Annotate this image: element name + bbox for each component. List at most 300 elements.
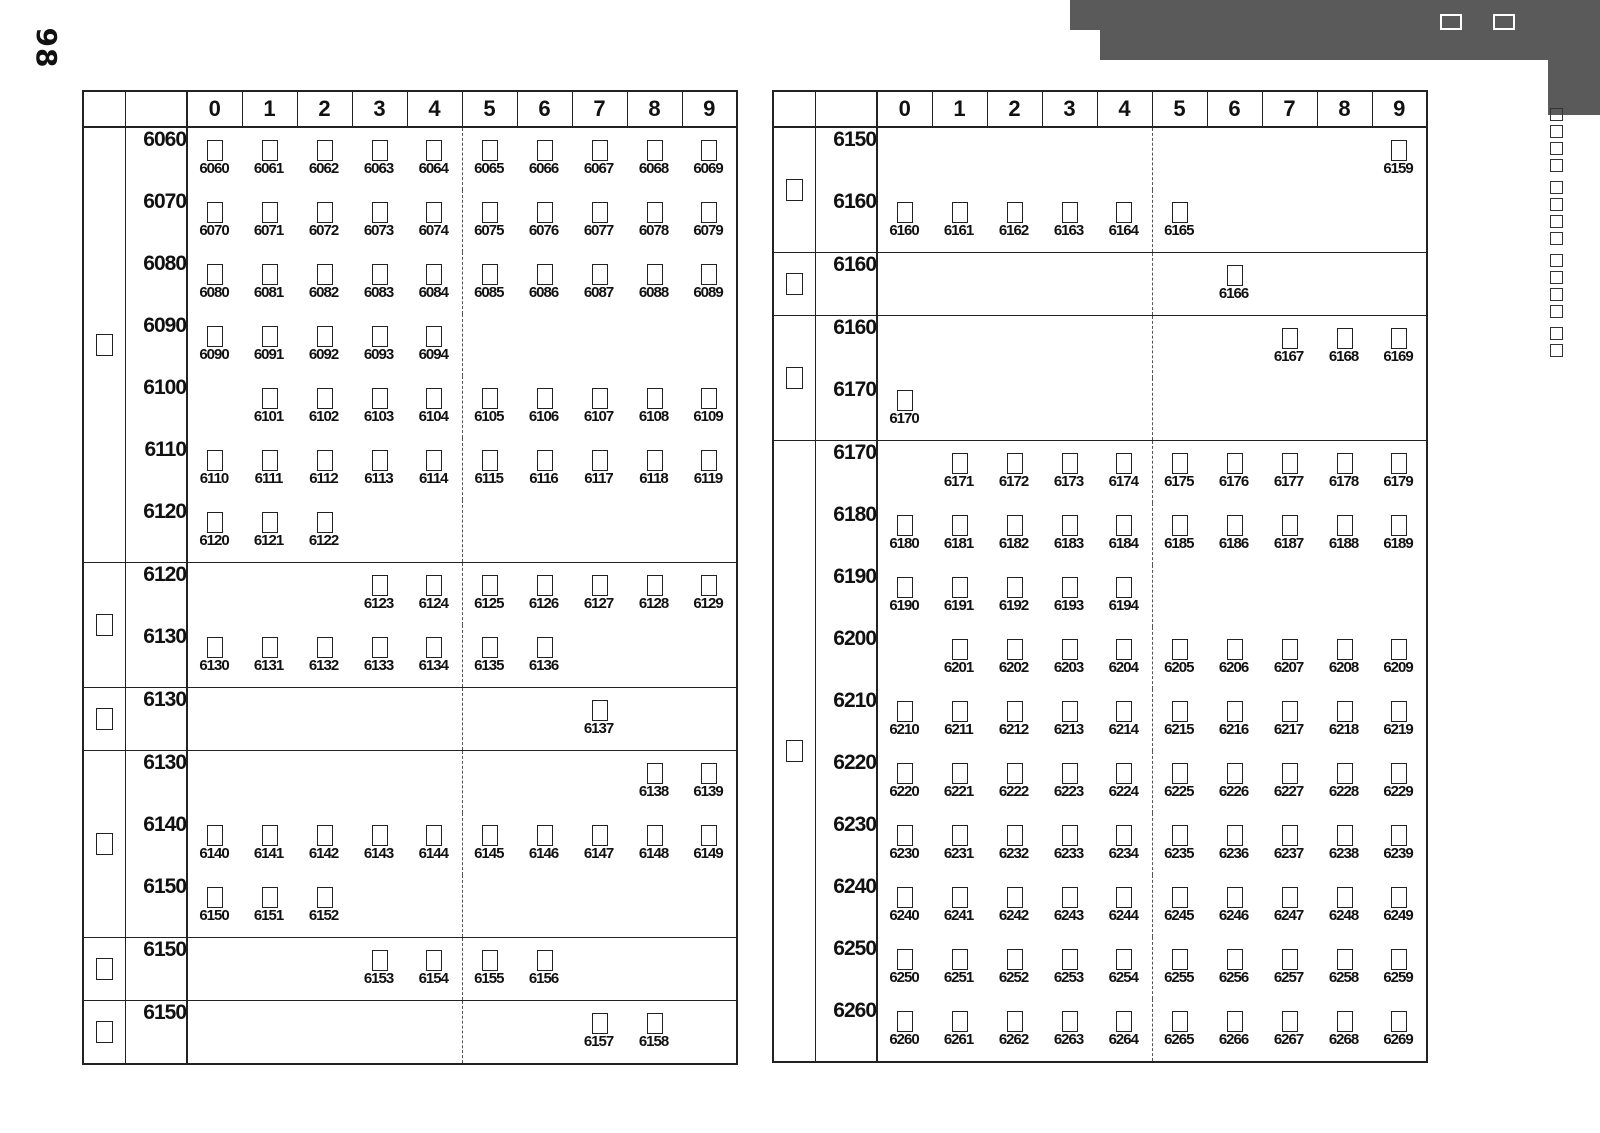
char-code: 6118 [639, 470, 668, 487]
char-code: 6062 [308, 160, 339, 177]
char-cell [682, 127, 737, 190]
char-cell [462, 751, 517, 814]
table-row [83, 376, 737, 438]
char-cell [352, 875, 407, 938]
radical-glyph-icon [96, 1021, 113, 1043]
char-cell [572, 1001, 627, 1065]
char-code: 6170 [889, 410, 919, 427]
kanji-glyph-icon [426, 450, 442, 471]
char-cell [877, 127, 932, 190]
char-code: 6210 [889, 721, 919, 738]
char-code: 6264 [1108, 1031, 1138, 1048]
char-cell [1207, 751, 1262, 813]
char-cell [462, 563, 517, 626]
char-cell [1207, 999, 1262, 1062]
kanji-glyph-icon [952, 453, 968, 474]
kanji-glyph-icon [1172, 202, 1188, 223]
kanji-glyph-icon [482, 450, 498, 471]
char-cell [297, 438, 352, 500]
kanji-glyph-icon [1007, 453, 1023, 474]
row-code: 6220 [815, 751, 877, 813]
char-cell [352, 190, 407, 252]
kanji-glyph-icon [1282, 515, 1298, 536]
char-cell [407, 1001, 462, 1065]
kanji-glyph-icon [1062, 887, 1078, 908]
char-cell [682, 751, 737, 814]
char-cell [987, 813, 1042, 875]
char-code: 6081 [253, 284, 284, 301]
kanji-glyph-icon [482, 140, 498, 161]
kanji-glyph-icon [647, 202, 663, 223]
kanji-glyph-icon [372, 326, 388, 347]
char-cell [987, 253, 1042, 316]
char-cell [352, 376, 407, 438]
kanji-glyph-icon [1172, 887, 1188, 908]
table-row [83, 190, 737, 252]
char-cell [187, 500, 242, 563]
char-cell [1262, 316, 1317, 379]
column-header: 0 [187, 91, 242, 127]
char-cell [1152, 751, 1207, 813]
char-cell [297, 625, 352, 688]
char-code: 6187 [1273, 535, 1304, 552]
char-code: 6244 [1108, 907, 1138, 924]
char-cell [1317, 689, 1372, 751]
char-code: 6154 [418, 970, 448, 987]
char-cell [462, 500, 517, 563]
char-code: 6155 [474, 970, 504, 987]
char-code: 6260 [889, 1031, 919, 1048]
table-row [773, 127, 1427, 190]
char-cell [1042, 316, 1097, 379]
kanji-glyph-icon [952, 515, 968, 536]
kanji-glyph-icon [1227, 453, 1243, 474]
char-cell [407, 563, 462, 626]
char-cell [517, 813, 572, 875]
char-code: 6234 [1108, 845, 1138, 862]
column-header: 5 [1152, 91, 1207, 127]
kanji-glyph-icon [1337, 949, 1353, 970]
char-code: 6074 [418, 222, 448, 239]
char-code: 6236 [1218, 845, 1249, 862]
char-cell [932, 127, 987, 190]
char-cell [407, 500, 462, 563]
kanji-glyph-icon [701, 388, 717, 409]
kanji-glyph-icon [1172, 453, 1188, 474]
char-code: 6129 [693, 595, 723, 612]
row-code: 6250 [815, 937, 877, 999]
char-cell [1207, 253, 1262, 316]
char-cell [877, 190, 932, 253]
char-code: 6080 [199, 284, 229, 301]
kanji-glyph-icon [372, 575, 388, 596]
char-code: 6102 [308, 408, 339, 425]
char-cell [297, 252, 352, 314]
kanji-glyph-icon [1391, 887, 1407, 908]
kanji-glyph-icon [207, 887, 223, 908]
char-code: 6063 [363, 160, 394, 177]
kanji-glyph-icon [647, 140, 663, 161]
char-cell [352, 500, 407, 563]
column-header: 1 [932, 91, 987, 127]
char-cell [932, 316, 987, 379]
kanji-glyph-icon [1282, 825, 1298, 846]
char-cell [1372, 875, 1427, 937]
char-cell [1262, 503, 1317, 565]
char-cell [1042, 751, 1097, 813]
row-code: 6130 [125, 751, 187, 814]
char-code: 6165 [1164, 222, 1194, 239]
char-cell [572, 500, 627, 563]
table-row [773, 627, 1427, 689]
char-code: 6070 [199, 222, 229, 239]
table-row [773, 316, 1427, 379]
kanji-glyph-icon [1062, 515, 1078, 536]
kanji-glyph-icon [482, 202, 498, 223]
kanji-glyph-icon [1337, 515, 1353, 536]
kanji-glyph-icon [592, 450, 608, 471]
char-code: 6069 [693, 160, 723, 177]
char-cell [1152, 378, 1207, 441]
char-code: 6172 [998, 473, 1029, 490]
char-code: 6092 [308, 346, 339, 363]
char-code: 6263 [1053, 1031, 1084, 1048]
char-cell [517, 252, 572, 314]
char-cell [1262, 627, 1317, 689]
char-cell [297, 563, 352, 626]
char-code: 6093 [363, 346, 394, 363]
char-cell [987, 503, 1042, 565]
char-cell [1097, 689, 1152, 751]
char-cell [1372, 689, 1427, 751]
table-row [83, 625, 737, 688]
char-cell [242, 376, 297, 438]
char-code: 6224 [1108, 783, 1138, 800]
kanji-glyph-icon [1337, 328, 1353, 349]
char-cell [462, 190, 517, 252]
kanji-glyph-icon [426, 202, 442, 223]
kanji-glyph-icon [592, 202, 608, 223]
kanji-glyph-icon [1062, 701, 1078, 722]
kanji-glyph-icon [262, 450, 278, 471]
char-cell [1152, 316, 1207, 379]
kanji-glyph-icon [1116, 701, 1132, 722]
char-cell [187, 938, 242, 1001]
char-code: 6103 [363, 408, 394, 425]
char-cell [462, 1001, 517, 1065]
char-cell [297, 938, 352, 1001]
column-header: 6 [517, 91, 572, 127]
char-cell [1372, 253, 1427, 316]
char-code: 6183 [1053, 535, 1084, 552]
table-row [83, 938, 737, 1001]
char-cell [297, 314, 352, 376]
char-code: 6163 [1053, 222, 1084, 239]
kanji-glyph-icon [647, 825, 663, 846]
kanji-glyph-icon [207, 825, 223, 846]
char-cell [1262, 378, 1317, 441]
char-code: 6068 [638, 160, 669, 177]
kanji-glyph-icon [1116, 887, 1132, 908]
column-header: 8 [627, 91, 682, 127]
char-cell [187, 438, 242, 500]
char-cell [297, 500, 352, 563]
char-cell [462, 688, 517, 751]
kanji-glyph-icon [1391, 328, 1407, 349]
char-code: 6141 [253, 845, 284, 862]
char-cell [627, 751, 682, 814]
char-cell [517, 438, 572, 500]
char-cell [242, 314, 297, 376]
char-cell [352, 938, 407, 1001]
table-row [83, 314, 737, 376]
row-code: 6120 [125, 500, 187, 563]
char-cell [187, 625, 242, 688]
table-row [773, 875, 1427, 937]
radical-glyph-icon [96, 708, 113, 730]
radical-cell [83, 751, 125, 938]
char-code: 6131 [253, 657, 284, 674]
char-cell [877, 813, 932, 875]
char-code: 6121 [253, 532, 284, 549]
kanji-glyph-icon [207, 140, 223, 161]
column-header: 9 [1372, 91, 1427, 127]
char-code: 6091 [253, 346, 284, 363]
radical-header [773, 91, 815, 127]
kanji-glyph-icon [537, 450, 553, 471]
char-cell [1097, 441, 1152, 504]
kanji-glyph-icon [372, 388, 388, 409]
kanji-glyph-icon [317, 512, 333, 533]
char-cell [1152, 875, 1207, 937]
char-cell [407, 938, 462, 1001]
char-code: 6255 [1164, 969, 1194, 986]
kanji-glyph-icon [207, 450, 223, 471]
char-cell [407, 127, 462, 190]
char-cell [462, 938, 517, 1001]
char-cell [517, 376, 572, 438]
kanji-glyph-icon [1116, 825, 1132, 846]
char-code: 6194 [1108, 597, 1138, 614]
char-cell [932, 813, 987, 875]
kanji-glyph-icon [1172, 701, 1188, 722]
char-cell [297, 190, 352, 252]
char-cell [932, 253, 987, 316]
char-cell [352, 688, 407, 751]
char-cell [932, 441, 987, 504]
row-code: 6150 [125, 875, 187, 938]
char-code: 6088 [638, 284, 669, 301]
char-cell [407, 875, 462, 938]
column-header: 1 [242, 91, 297, 127]
kanji-glyph-icon [592, 700, 608, 721]
kanji-glyph-icon [1007, 825, 1023, 846]
kanji-glyph-icon [317, 202, 333, 223]
char-cell [572, 376, 627, 438]
kanji-glyph-icon [897, 701, 913, 722]
char-code: 6171 [943, 473, 974, 490]
char-cell [1372, 441, 1427, 504]
kanji-glyph-icon [426, 575, 442, 596]
char-cell [1372, 127, 1427, 190]
char-code: 6150 [199, 907, 229, 924]
kanji-glyph-icon [482, 264, 498, 285]
char-cell [1317, 937, 1372, 999]
char-code: 6083 [363, 284, 394, 301]
kanji-glyph-icon [207, 512, 223, 533]
char-cell [627, 438, 682, 500]
char-code: 6079 [693, 222, 723, 239]
kanji-glyph-icon [1227, 639, 1243, 660]
char-code: 6176 [1218, 473, 1249, 490]
char-code: 6151 [253, 907, 284, 924]
kanji-glyph-icon [262, 264, 278, 285]
char-cell [1152, 565, 1207, 627]
char-code: 6162 [998, 222, 1029, 239]
radical-glyph-icon [96, 958, 113, 980]
char-code: 6209 [1383, 659, 1413, 676]
kanji-glyph-icon [1116, 515, 1132, 536]
kanji-glyph-icon [1391, 140, 1407, 161]
code-header [815, 91, 877, 127]
column-header: 8 [1317, 91, 1372, 127]
kanji-glyph-icon [1227, 701, 1243, 722]
char-cell [682, 563, 737, 626]
char-cell [1317, 565, 1372, 627]
char-cell [1372, 627, 1427, 689]
char-cell [1097, 127, 1152, 190]
char-cell [932, 937, 987, 999]
kanji-glyph-icon [1391, 453, 1407, 474]
char-code: 6072 [308, 222, 339, 239]
char-code: 6261 [943, 1031, 974, 1048]
char-code: 6139 [693, 783, 723, 800]
char-cell [242, 875, 297, 938]
kanji-glyph-icon [952, 825, 968, 846]
char-cell [242, 625, 297, 688]
char-code: 6146 [528, 845, 559, 862]
kanji-glyph-icon [317, 388, 333, 409]
char-cell [187, 563, 242, 626]
row-code: 6100 [125, 376, 187, 438]
kanji-glyph-icon [592, 264, 608, 285]
char-cell [1097, 751, 1152, 813]
char-code: 6127 [583, 595, 614, 612]
kanji-glyph-icon [482, 575, 498, 596]
kanji-glyph-icon [482, 950, 498, 971]
char-cell [877, 378, 932, 441]
char-cell [407, 376, 462, 438]
char-cell [1042, 689, 1097, 751]
char-code: 6076 [528, 222, 559, 239]
kanji-glyph-icon [317, 326, 333, 347]
char-code: 6169 [1383, 348, 1413, 365]
kanji-glyph-icon [1062, 577, 1078, 598]
table-row [83, 563, 737, 626]
kanji-glyph-icon [1116, 1011, 1132, 1032]
char-cell [242, 500, 297, 563]
char-cell [242, 938, 297, 1001]
table-row [773, 503, 1427, 565]
char-code: 6203 [1053, 659, 1084, 676]
char-cell [877, 441, 932, 504]
kanji-glyph-icon [1062, 949, 1078, 970]
char-cell [572, 751, 627, 814]
char-code: 6111 [254, 470, 283, 487]
kanji-glyph-icon [897, 763, 913, 784]
char-cell [352, 127, 407, 190]
radical-cell [83, 563, 125, 688]
char-cell [187, 127, 242, 190]
row-code: 6170 [815, 378, 877, 441]
kanji-glyph-icon [262, 887, 278, 908]
char-cell [627, 376, 682, 438]
radical-glyph-icon [786, 179, 803, 201]
row-code: 6160 [815, 316, 877, 379]
kanji-glyph-icon [647, 388, 663, 409]
char-code: 6204 [1108, 659, 1138, 676]
char-cell [987, 190, 1042, 253]
char-cell [242, 563, 297, 626]
kanji-glyph-icon [1062, 202, 1078, 223]
char-cell [987, 316, 1042, 379]
char-code: 6132 [308, 657, 339, 674]
kanji-glyph-icon [1282, 453, 1298, 474]
radical-cell [773, 253, 815, 316]
char-code: 6208 [1328, 659, 1359, 676]
char-cell [572, 438, 627, 500]
kanji-glyph-icon [1337, 701, 1353, 722]
kanji-glyph-icon [372, 140, 388, 161]
char-code: 6178 [1328, 473, 1359, 490]
char-cell [1152, 813, 1207, 875]
char-code: 6218 [1328, 721, 1359, 738]
char-code: 6094 [418, 346, 448, 363]
kanji-glyph-icon [372, 825, 388, 846]
radical-glyph-icon [96, 833, 113, 855]
char-code: 6122 [308, 532, 339, 549]
char-cell [1097, 503, 1152, 565]
radical-glyph-icon [786, 740, 803, 762]
side-index-strip [1542, 106, 1564, 359]
column-header-row [83, 91, 737, 127]
column-header: 9 [682, 91, 737, 127]
char-code: 6186 [1218, 535, 1249, 552]
char-cell [1372, 565, 1427, 627]
kanji-glyph-icon [1282, 701, 1298, 722]
char-cell [517, 1001, 572, 1065]
char-cell [932, 503, 987, 565]
kanji-glyph-icon [701, 202, 717, 223]
char-code: 6065 [474, 160, 504, 177]
char-code: 6160 [889, 222, 919, 239]
char-cell [987, 751, 1042, 813]
char-cell [1152, 127, 1207, 190]
char-cell [682, 1001, 737, 1065]
char-code: 6110 [199, 470, 229, 487]
char-cell [187, 1001, 242, 1065]
column-header: 2 [987, 91, 1042, 127]
char-code: 6247 [1273, 907, 1304, 924]
char-cell [627, 938, 682, 1001]
char-code: 6226 [1218, 783, 1249, 800]
page-number: 98 [30, 27, 63, 69]
char-code: 6084 [418, 284, 448, 301]
char-code: 6213 [1053, 721, 1084, 738]
kanji-glyph-icon [426, 264, 442, 285]
char-cell [572, 190, 627, 252]
kanji-glyph-icon [262, 825, 278, 846]
